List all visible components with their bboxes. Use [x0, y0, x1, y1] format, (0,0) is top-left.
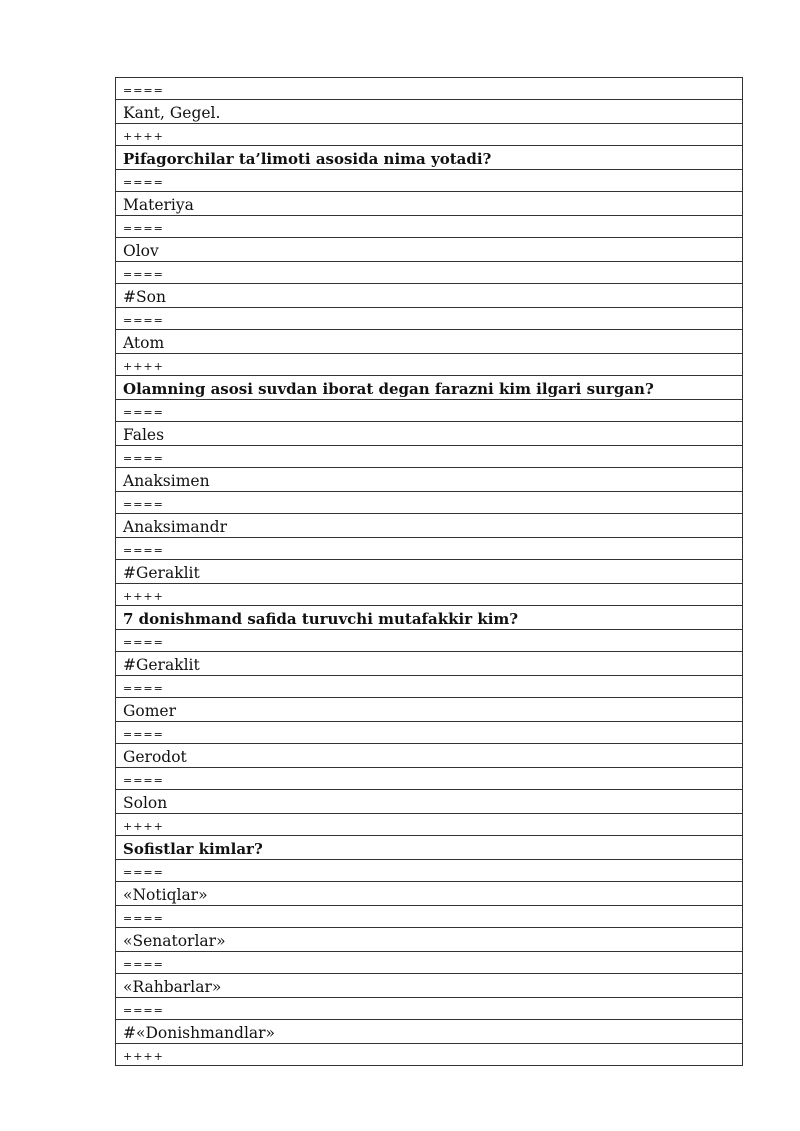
- answer-text: Kant, Gegel.: [116, 100, 743, 124]
- question-table: [115, 77, 743, 1066]
- separator-row: [116, 860, 743, 882]
- answer-text: Gomer: [116, 698, 743, 722]
- answer-row: [116, 882, 743, 906]
- separator-text: ++++: [116, 814, 743, 836]
- separator-row: [116, 814, 743, 836]
- separator-text: ++++: [116, 1044, 743, 1066]
- answer-text: Anaksimen: [116, 468, 743, 492]
- separator-text: ====: [116, 308, 743, 330]
- answer-row: [116, 284, 743, 308]
- answer-text: Atom: [116, 330, 743, 354]
- answer-text: Gerodot: [116, 744, 743, 768]
- question-text: Olamning asosi suvdan iborat degan farazni kim ilgari surgan?: [116, 376, 743, 400]
- separator-text: ====: [116, 952, 743, 974]
- answer-text: #«Donishmandlar»: [116, 1020, 743, 1044]
- separator-row: [116, 78, 743, 100]
- question-text: Pifagorchilar ta’limoti asosida nima yotadi?: [116, 146, 743, 170]
- separator-row: [116, 170, 743, 192]
- separator-text: ++++: [116, 124, 743, 146]
- separator-text: ====: [116, 492, 743, 514]
- separator-text: ====: [116, 216, 743, 238]
- answer-row: [116, 744, 743, 768]
- separator-text: ====: [116, 170, 743, 192]
- separator-row: [116, 262, 743, 284]
- separator-row: [116, 584, 743, 606]
- separator-text: ====: [116, 768, 743, 790]
- answer-row: [116, 238, 743, 262]
- question-text: 7 donishmand safida turuvchi mutafakkir kim?: [116, 606, 743, 630]
- answer-row: [116, 698, 743, 722]
- answer-text: Solon: [116, 790, 743, 814]
- separator-row: [116, 906, 743, 928]
- separator-text: ====: [116, 538, 743, 560]
- separator-row: [116, 354, 743, 376]
- separator-text: ++++: [116, 584, 743, 606]
- answer-row: [116, 330, 743, 354]
- answer-text: Anaksimandr: [116, 514, 743, 538]
- separator-row: [116, 400, 743, 422]
- answer-row: [116, 100, 743, 124]
- separator-text: ====: [116, 860, 743, 882]
- question-row: [116, 606, 743, 630]
- separator-text: ====: [116, 676, 743, 698]
- separator-text: ====: [116, 722, 743, 744]
- answer-text: #Son: [116, 284, 743, 308]
- separator-row: [116, 768, 743, 790]
- separator-text: ++++: [116, 354, 743, 376]
- answer-row: [116, 192, 743, 216]
- answer-row: [116, 928, 743, 952]
- question-row: [116, 376, 743, 400]
- answer-text: «Rahbarlar»: [116, 974, 743, 998]
- separator-text: ====: [116, 998, 743, 1020]
- separator-text: ====: [116, 400, 743, 422]
- separator-row: [116, 308, 743, 330]
- answer-row: [116, 560, 743, 584]
- separator-row: [116, 952, 743, 974]
- question-row: [116, 146, 743, 170]
- answer-text: #Geraklit: [116, 560, 743, 584]
- question-table-body: [116, 78, 743, 1066]
- separator-row: [116, 630, 743, 652]
- separator-text: ====: [116, 78, 743, 100]
- question-text: Sofistlar kimlar?: [116, 836, 743, 860]
- separator-row: [116, 492, 743, 514]
- answer-text: Materiya: [116, 192, 743, 216]
- separator-row: [116, 998, 743, 1020]
- answer-row: [116, 652, 743, 676]
- answer-text: Olov: [116, 238, 743, 262]
- separator-row: [116, 676, 743, 698]
- answer-text: «Senatorlar»: [116, 928, 743, 952]
- question-row: [116, 836, 743, 860]
- answer-row: [116, 974, 743, 998]
- separator-row: [116, 1044, 743, 1066]
- separator-text: ====: [116, 446, 743, 468]
- separator-row: [116, 216, 743, 238]
- separator-text: ====: [116, 262, 743, 284]
- answer-row: [116, 1020, 743, 1044]
- separator-row: [116, 124, 743, 146]
- answer-row: [116, 514, 743, 538]
- separator-row: [116, 446, 743, 468]
- separator-text: ====: [116, 630, 743, 652]
- answer-text: Fales: [116, 422, 743, 446]
- separator-text: ====: [116, 906, 743, 928]
- answer-row: [116, 790, 743, 814]
- answer-text: #Geraklit: [116, 652, 743, 676]
- answer-row: [116, 422, 743, 446]
- answer-text: «Notiqlar»: [116, 882, 743, 906]
- separator-row: [116, 538, 743, 560]
- answer-row: [116, 468, 743, 492]
- separator-row: [116, 722, 743, 744]
